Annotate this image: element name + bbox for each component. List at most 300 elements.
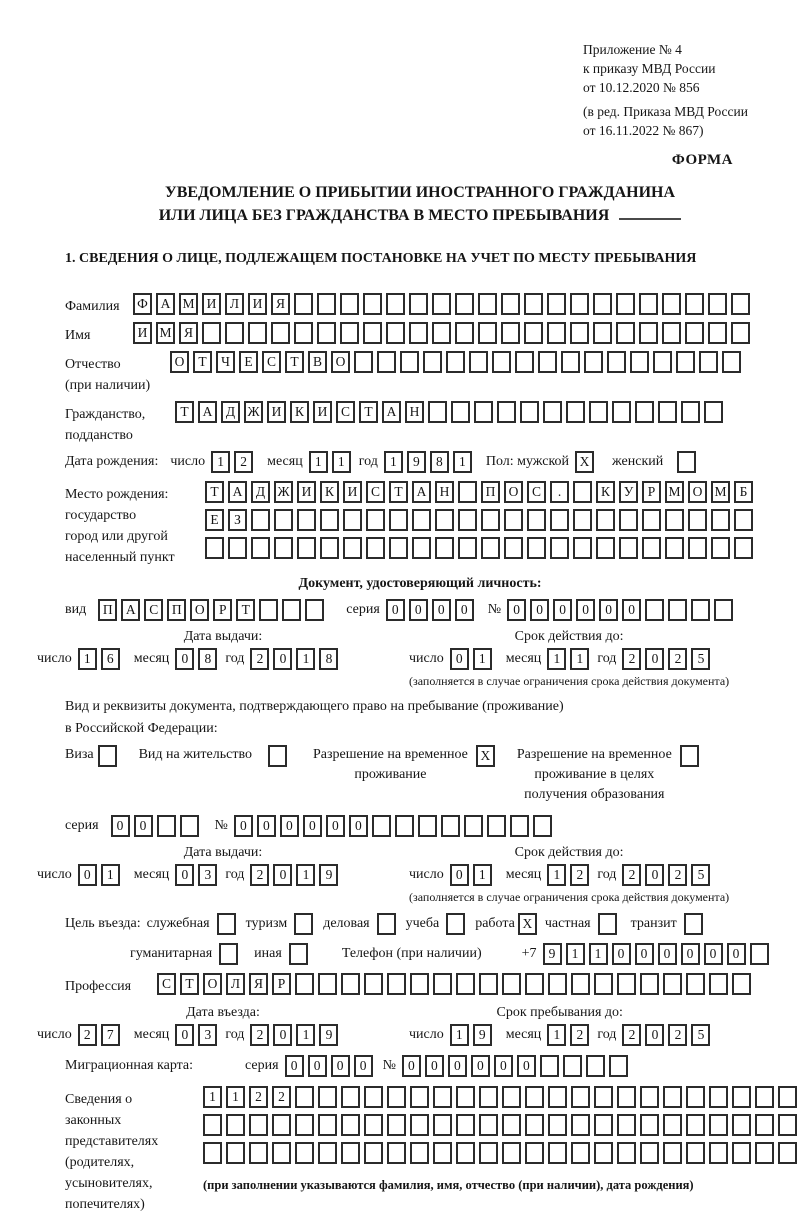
char-box[interactable]: О: [203, 973, 222, 995]
char-box[interactable]: 0: [553, 599, 572, 621]
char-box[interactable]: [612, 401, 631, 423]
char-box[interactable]: 5: [691, 1024, 710, 1046]
char-box[interactable]: [341, 1142, 360, 1164]
char-box[interactable]: [515, 351, 534, 373]
char-box[interactable]: [502, 973, 521, 995]
char-box[interactable]: [205, 537, 224, 559]
char-box[interactable]: 1: [332, 451, 351, 473]
char-box[interactable]: [691, 599, 710, 621]
char-box[interactable]: [685, 293, 704, 315]
char-box[interactable]: [640, 1142, 659, 1164]
char-box[interactable]: С: [527, 481, 546, 503]
char-box[interactable]: [520, 401, 539, 423]
char-box[interactable]: [548, 1114, 567, 1136]
char-box[interactable]: 1: [211, 451, 230, 473]
char-box[interactable]: [540, 1055, 559, 1077]
char-box[interactable]: 5: [691, 648, 710, 670]
char-box[interactable]: [645, 599, 664, 621]
char-box[interactable]: 3: [198, 1024, 217, 1046]
char-box[interactable]: [433, 973, 452, 995]
char-box[interactable]: 5: [691, 864, 710, 886]
char-box[interactable]: [525, 1114, 544, 1136]
char-box[interactable]: 8: [319, 648, 338, 670]
char-box[interactable]: [295, 1086, 314, 1108]
char-box[interactable]: 0: [134, 815, 153, 837]
char-box[interactable]: [607, 351, 626, 373]
char-box[interactable]: [658, 401, 677, 423]
char-box[interactable]: 0: [494, 1055, 513, 1077]
char-box[interactable]: [318, 1114, 337, 1136]
char-box[interactable]: 0: [386, 599, 405, 621]
char-box[interactable]: [203, 1114, 222, 1136]
char-box[interactable]: [432, 293, 451, 315]
char-box[interactable]: [711, 537, 730, 559]
char-box[interactable]: [663, 1086, 682, 1108]
char-box[interactable]: А: [228, 481, 247, 503]
char-box[interactable]: [456, 1086, 475, 1108]
char-box[interactable]: [289, 943, 308, 965]
char-box[interactable]: 1: [566, 943, 585, 965]
char-box[interactable]: [268, 745, 287, 767]
char-box[interactable]: [487, 815, 506, 837]
char-box[interactable]: [219, 943, 238, 965]
char-box[interactable]: [778, 1114, 797, 1136]
char-box[interactable]: 0: [599, 599, 618, 621]
char-box[interactable]: [504, 537, 523, 559]
char-box[interactable]: О: [331, 351, 350, 373]
char-box[interactable]: [343, 509, 362, 531]
char-box[interactable]: [642, 537, 661, 559]
char-box[interactable]: [598, 913, 617, 935]
char-box[interactable]: [400, 351, 419, 373]
char-box[interactable]: И: [343, 481, 362, 503]
char-box[interactable]: 1: [296, 1024, 315, 1046]
char-box[interactable]: Т: [236, 599, 255, 621]
char-box[interactable]: [387, 1086, 406, 1108]
char-box[interactable]: 2: [250, 1024, 269, 1046]
char-box[interactable]: [249, 1142, 268, 1164]
char-box[interactable]: [524, 322, 543, 344]
char-box[interactable]: [456, 1142, 475, 1164]
char-box[interactable]: 0: [326, 815, 345, 837]
char-box[interactable]: 0: [530, 599, 549, 621]
char-box[interactable]: 0: [704, 943, 723, 965]
char-box[interactable]: [734, 509, 753, 531]
char-box[interactable]: 2: [622, 864, 641, 886]
char-box[interactable]: 2: [668, 648, 687, 670]
char-box[interactable]: [479, 1086, 498, 1108]
char-box[interactable]: 1: [570, 648, 589, 670]
char-box[interactable]: 6: [101, 648, 120, 670]
char-box[interactable]: 0: [645, 864, 664, 886]
char-box[interactable]: 0: [727, 943, 746, 965]
char-box[interactable]: 3: [198, 864, 217, 886]
char-box[interactable]: [479, 973, 498, 995]
char-box[interactable]: Б: [734, 481, 753, 503]
char-box[interactable]: С: [336, 401, 355, 423]
char-box[interactable]: 9: [319, 1024, 338, 1046]
char-box[interactable]: [272, 1142, 291, 1164]
char-box[interactable]: Я: [179, 322, 198, 344]
char-box[interactable]: 1: [101, 864, 120, 886]
char-box[interactable]: 1: [309, 451, 328, 473]
char-box[interactable]: Л: [225, 293, 244, 315]
char-box[interactable]: А: [121, 599, 140, 621]
char-box[interactable]: [571, 1114, 590, 1136]
char-box[interactable]: 0: [409, 599, 428, 621]
char-box[interactable]: [732, 973, 751, 995]
char-box[interactable]: [479, 1114, 498, 1136]
char-box[interactable]: [662, 322, 681, 344]
char-box[interactable]: М: [711, 481, 730, 503]
char-box[interactable]: [225, 322, 244, 344]
char-box[interactable]: [446, 913, 465, 935]
char-box[interactable]: [305, 599, 324, 621]
char-box[interactable]: 8: [430, 451, 449, 473]
char-box[interactable]: [469, 351, 488, 373]
char-box[interactable]: О: [190, 599, 209, 621]
char-box[interactable]: Д: [221, 401, 240, 423]
char-box[interactable]: 7: [101, 1024, 120, 1046]
char-box[interactable]: 2: [622, 1024, 641, 1046]
char-box[interactable]: [295, 1142, 314, 1164]
char-box[interactable]: А: [412, 481, 431, 503]
char-box[interactable]: [458, 509, 477, 531]
char-box[interactable]: [249, 1114, 268, 1136]
char-box[interactable]: Р: [213, 599, 232, 621]
char-box[interactable]: [609, 1055, 628, 1077]
char-box[interactable]: [681, 401, 700, 423]
char-box[interactable]: 2: [272, 1086, 291, 1108]
char-box[interactable]: [586, 1055, 605, 1077]
char-box[interactable]: [364, 1142, 383, 1164]
char-box[interactable]: [98, 745, 117, 767]
char-box[interactable]: [640, 1086, 659, 1108]
char-box[interactable]: 1: [78, 648, 97, 670]
char-box[interactable]: [203, 1142, 222, 1164]
char-box[interactable]: [481, 537, 500, 559]
char-box[interactable]: [680, 745, 699, 767]
char-box[interactable]: М: [156, 322, 175, 344]
char-box[interactable]: 0: [432, 599, 451, 621]
char-box[interactable]: [366, 509, 385, 531]
char-box[interactable]: [596, 509, 615, 531]
char-box[interactable]: 0: [273, 1024, 292, 1046]
char-box[interactable]: [395, 815, 414, 837]
char-box[interactable]: 0: [635, 943, 654, 965]
char-box[interactable]: [573, 509, 592, 531]
char-box[interactable]: [272, 1114, 291, 1136]
char-box[interactable]: [446, 351, 465, 373]
char-box[interactable]: [318, 1142, 337, 1164]
char-box[interactable]: [456, 1114, 475, 1136]
char-box[interactable]: 8: [198, 648, 217, 670]
char-box[interactable]: 9: [407, 451, 426, 473]
char-box[interactable]: [387, 973, 406, 995]
char-box[interactable]: 2: [668, 1024, 687, 1046]
char-box[interactable]: О: [688, 481, 707, 503]
char-box[interactable]: [228, 537, 247, 559]
char-box[interactable]: [640, 1114, 659, 1136]
char-box[interactable]: [676, 351, 695, 373]
char-box[interactable]: [340, 293, 359, 315]
char-box[interactable]: Ж: [244, 401, 263, 423]
char-box[interactable]: [364, 1114, 383, 1136]
char-box[interactable]: С: [157, 973, 176, 995]
char-box[interactable]: [709, 1114, 728, 1136]
char-box[interactable]: 2: [234, 451, 253, 473]
char-box[interactable]: [688, 537, 707, 559]
char-box[interactable]: 0: [234, 815, 253, 837]
char-box[interactable]: [474, 401, 493, 423]
char-box[interactable]: [525, 973, 544, 995]
char-box[interactable]: 0: [517, 1055, 536, 1077]
char-box[interactable]: [663, 1142, 682, 1164]
char-box[interactable]: [709, 973, 728, 995]
char-box[interactable]: [570, 322, 589, 344]
char-box[interactable]: [432, 322, 451, 344]
char-box[interactable]: [677, 451, 696, 473]
char-box[interactable]: И: [267, 401, 286, 423]
char-box[interactable]: [502, 1086, 521, 1108]
char-box[interactable]: [639, 293, 658, 315]
char-box[interactable]: [410, 1114, 429, 1136]
char-box[interactable]: 0: [658, 943, 677, 965]
char-box[interactable]: [354, 351, 373, 373]
char-box[interactable]: 9: [319, 864, 338, 886]
char-box[interactable]: 0: [450, 648, 469, 670]
char-box[interactable]: У: [619, 481, 638, 503]
char-box[interactable]: [294, 913, 313, 935]
char-box[interactable]: [639, 322, 658, 344]
char-box[interactable]: Т: [205, 481, 224, 503]
char-box[interactable]: [711, 509, 730, 531]
char-box[interactable]: [573, 537, 592, 559]
char-box[interactable]: [458, 481, 477, 503]
char-box[interactable]: [731, 322, 750, 344]
char-box[interactable]: [688, 509, 707, 531]
char-box[interactable]: [594, 1086, 613, 1108]
char-box[interactable]: [708, 293, 727, 315]
char-box[interactable]: [501, 322, 520, 344]
char-box[interactable]: [510, 815, 529, 837]
char-box[interactable]: [617, 973, 636, 995]
char-box[interactable]: [686, 1142, 705, 1164]
char-box[interactable]: [502, 1142, 521, 1164]
char-box[interactable]: [548, 973, 567, 995]
char-box[interactable]: [410, 1142, 429, 1164]
char-box[interactable]: [570, 293, 589, 315]
char-box[interactable]: [732, 1114, 751, 1136]
char-box[interactable]: [271, 322, 290, 344]
char-box[interactable]: 0: [280, 815, 299, 837]
char-box[interactable]: [248, 322, 267, 344]
char-box[interactable]: [734, 537, 753, 559]
char-box[interactable]: К: [290, 401, 309, 423]
char-box[interactable]: 2: [250, 864, 269, 886]
char-box[interactable]: [251, 509, 270, 531]
char-box[interactable]: [412, 509, 431, 531]
char-box[interactable]: [722, 351, 741, 373]
char-box[interactable]: [386, 322, 405, 344]
char-box[interactable]: Е: [239, 351, 258, 373]
char-box[interactable]: С: [366, 481, 385, 503]
char-box[interactable]: 0: [308, 1055, 327, 1077]
char-box[interactable]: 0: [507, 599, 526, 621]
char-box[interactable]: [492, 351, 511, 373]
char-box[interactable]: Я: [249, 973, 268, 995]
char-box[interactable]: И: [313, 401, 332, 423]
char-box[interactable]: [455, 293, 474, 315]
char-box[interactable]: [668, 599, 687, 621]
char-box[interactable]: [478, 293, 497, 315]
char-box[interactable]: [708, 322, 727, 344]
char-box[interactable]: Т: [180, 973, 199, 995]
char-box[interactable]: [251, 537, 270, 559]
char-box[interactable]: Л: [226, 973, 245, 995]
char-box[interactable]: [202, 322, 221, 344]
char-box[interactable]: 2: [249, 1086, 268, 1108]
char-box[interactable]: X: [575, 451, 594, 473]
char-box[interactable]: [259, 599, 278, 621]
char-box[interactable]: [584, 351, 603, 373]
char-box[interactable]: А: [156, 293, 175, 315]
char-box[interactable]: [616, 293, 635, 315]
char-box[interactable]: [217, 913, 236, 935]
char-box[interactable]: [274, 537, 293, 559]
char-box[interactable]: К: [320, 481, 339, 503]
char-box[interactable]: [409, 293, 428, 315]
char-box[interactable]: Ф: [133, 293, 152, 315]
char-box[interactable]: [665, 537, 684, 559]
char-box[interactable]: [617, 1142, 636, 1164]
char-box[interactable]: [594, 1142, 613, 1164]
char-box[interactable]: С: [262, 351, 281, 373]
char-box[interactable]: 0: [402, 1055, 421, 1077]
char-box[interactable]: [563, 1055, 582, 1077]
char-box[interactable]: 0: [273, 648, 292, 670]
char-box[interactable]: 1: [453, 451, 472, 473]
char-box[interactable]: [709, 1142, 728, 1164]
char-box[interactable]: [547, 322, 566, 344]
char-box[interactable]: [594, 1114, 613, 1136]
char-box[interactable]: 0: [448, 1055, 467, 1077]
char-box[interactable]: 0: [78, 864, 97, 886]
char-box[interactable]: [589, 401, 608, 423]
char-box[interactable]: 2: [250, 648, 269, 670]
char-box[interactable]: 0: [645, 1024, 664, 1046]
char-box[interactable]: 0: [612, 943, 631, 965]
char-box[interactable]: [451, 401, 470, 423]
char-box[interactable]: [750, 943, 769, 965]
char-box[interactable]: Р: [642, 481, 661, 503]
char-box[interactable]: Д: [251, 481, 270, 503]
char-box[interactable]: Ч: [216, 351, 235, 373]
char-box[interactable]: 0: [257, 815, 276, 837]
char-box[interactable]: [295, 1114, 314, 1136]
char-box[interactable]: [366, 537, 385, 559]
char-box[interactable]: [377, 351, 396, 373]
char-box[interactable]: Н: [435, 481, 454, 503]
char-box[interactable]: X: [518, 913, 537, 935]
char-box[interactable]: [341, 1086, 360, 1108]
char-box[interactable]: [686, 1114, 705, 1136]
char-box[interactable]: [364, 973, 383, 995]
char-box[interactable]: Р: [272, 973, 291, 995]
char-box[interactable]: 9: [543, 943, 562, 965]
char-box[interactable]: [527, 509, 546, 531]
char-box[interactable]: 1: [547, 864, 566, 886]
char-box[interactable]: Т: [175, 401, 194, 423]
char-box[interactable]: [410, 1086, 429, 1108]
char-box[interactable]: Т: [285, 351, 304, 373]
char-box[interactable]: [502, 1114, 521, 1136]
char-box[interactable]: [377, 913, 396, 935]
char-box[interactable]: Т: [193, 351, 212, 373]
char-box[interactable]: [594, 973, 613, 995]
char-box[interactable]: [418, 815, 437, 837]
char-box[interactable]: [662, 293, 681, 315]
char-box[interactable]: [458, 537, 477, 559]
char-box[interactable]: [282, 599, 301, 621]
char-box[interactable]: [226, 1114, 245, 1136]
char-box[interactable]: [543, 401, 562, 423]
char-box[interactable]: [561, 351, 580, 373]
char-box[interactable]: [363, 293, 382, 315]
char-box[interactable]: [617, 1114, 636, 1136]
char-box[interactable]: [389, 509, 408, 531]
char-box[interactable]: 0: [681, 943, 700, 965]
char-box[interactable]: [593, 322, 612, 344]
char-box[interactable]: М: [179, 293, 198, 315]
char-box[interactable]: [456, 973, 475, 995]
char-box[interactable]: [596, 537, 615, 559]
char-box[interactable]: 0: [576, 599, 595, 621]
char-box[interactable]: [320, 537, 339, 559]
char-box[interactable]: 0: [285, 1055, 304, 1077]
char-box[interactable]: [294, 293, 313, 315]
char-box[interactable]: .: [550, 481, 569, 503]
char-box[interactable]: [571, 1086, 590, 1108]
char-box[interactable]: [663, 1114, 682, 1136]
char-box[interactable]: 1: [547, 648, 566, 670]
char-box[interactable]: [665, 509, 684, 531]
char-box[interactable]: Е: [205, 509, 224, 531]
char-box[interactable]: [340, 322, 359, 344]
char-box[interactable]: [619, 509, 638, 531]
char-box[interactable]: [663, 973, 682, 995]
char-box[interactable]: 0: [450, 864, 469, 886]
char-box[interactable]: Н: [405, 401, 424, 423]
char-box[interactable]: [593, 293, 612, 315]
char-box[interactable]: 0: [354, 1055, 373, 1077]
char-box[interactable]: [297, 537, 316, 559]
char-box[interactable]: [630, 351, 649, 373]
char-box[interactable]: [714, 599, 733, 621]
char-box[interactable]: [433, 1142, 452, 1164]
char-box[interactable]: 1: [203, 1086, 222, 1108]
char-box[interactable]: [464, 815, 483, 837]
char-box[interactable]: 2: [78, 1024, 97, 1046]
char-box[interactable]: И: [202, 293, 221, 315]
char-box[interactable]: В: [308, 351, 327, 373]
char-box[interactable]: [616, 322, 635, 344]
char-box[interactable]: [550, 537, 569, 559]
char-box[interactable]: [387, 1142, 406, 1164]
char-box[interactable]: К: [596, 481, 615, 503]
char-box[interactable]: 1: [384, 451, 403, 473]
char-box[interactable]: [341, 1114, 360, 1136]
